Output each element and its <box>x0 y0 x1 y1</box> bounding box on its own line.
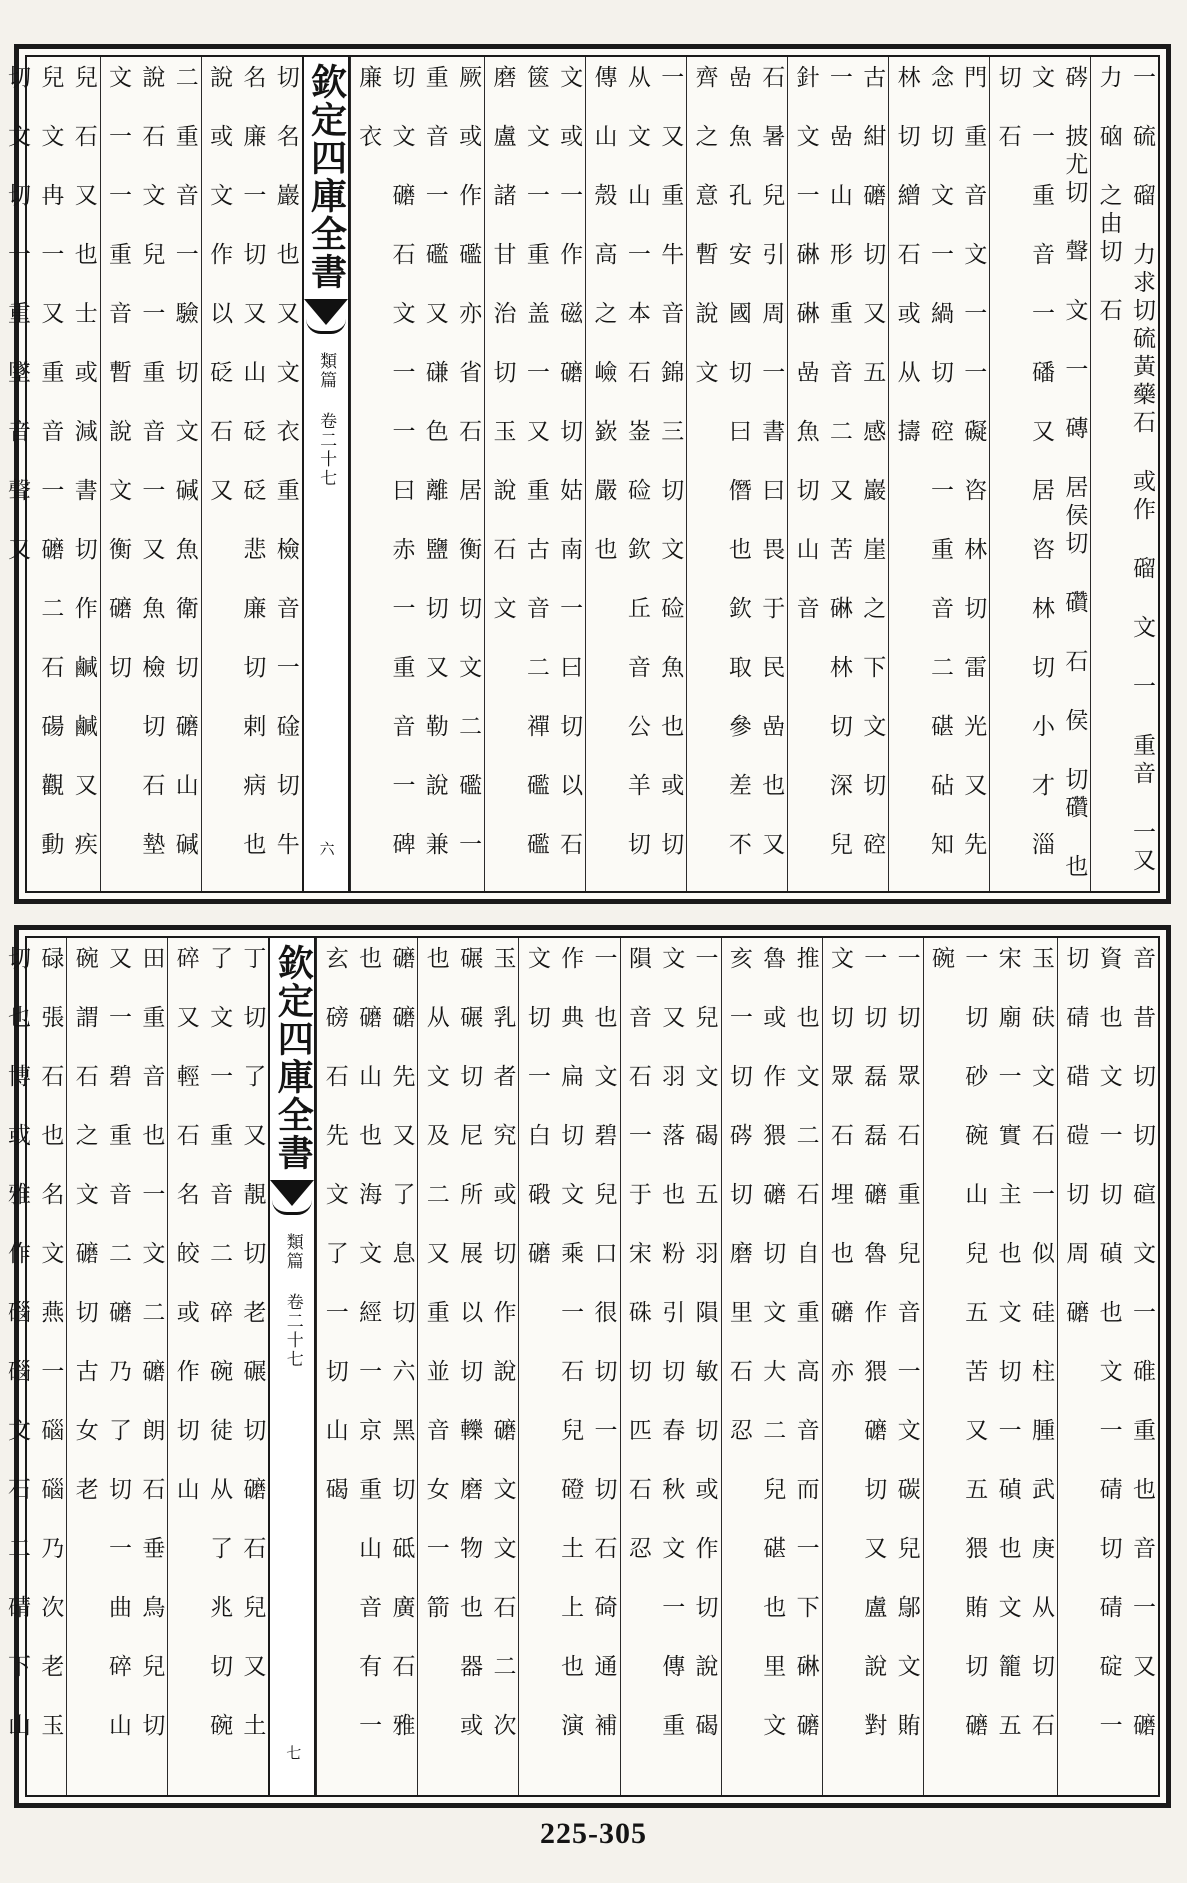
band-section: 類篇 卷二十七 <box>282 1233 303 1369</box>
folio-number: 225-305 <box>540 1817 647 1850</box>
band-page-number: 七 <box>284 1745 303 1765</box>
fish-tail-curve <box>272 1200 312 1215</box>
text-column: 切 名 巖 也 又 文 衣 重 檢 音 一 碒 切 牛 名 廉 一 切 又 山 砭 砭 悲 廉 切 剌 病 也 說 或 文 作 以 砭 石 又 <box>201 57 302 891</box>
page-bottom <box>4 925 1171 1808</box>
page-top <box>4 44 1171 904</box>
fish-tail-curve <box>306 319 346 334</box>
text-column: 一 硫 磂 力求切硫黃藥石 或作 磂 文 一 重音 一又 力 硇 之由切 石 <box>1090 57 1158 891</box>
center-band <box>302 57 350 891</box>
text-column: 田 重 音 也 一 文 二 礳 朗 石 垂 鳥 兒 切 又 一 碧 重 音 二 礳 乃 了 切 一 曲 碎 山 碗 謂 石 之 文 礳 切 古 女 老 <box>66 938 167 1795</box>
page-bottom-frame <box>4 936 1160 1797</box>
text-column: 碌 張 石 也 名 文 燕 一 碯 碯 乃 次 老 玉 切 也 博 或 雅 作 碯 碯 文 石 二 碃 下 山 <box>0 938 66 1795</box>
text-column: 推 也 文 二 石 自 重 高 音 而 一 下 碄 礳 魯 或 作 猥 礳 切 文 大 二 兒 碪 也 里 文 亥 一 切 硶 切 磨 里 石 忍 <box>721 938 822 1795</box>
text-column: 音 昔 切 切 碹 文 一 碓 重 也 音 一 又 礳 資 也 文 一 切 碵 也 文 一 碃 切 碃 碇 一 切 碃 碏 磑 切 周 礳 <box>1057 938 1158 1795</box>
text-column: 硶 披尤切 聲 文 一 磚 居侯切 礸 石 侯 切礸 也 文 一 重 音 一 磻 又 居 咨 林 切 小 才 淄 切 石 <box>989 57 1090 891</box>
page-top-frame <box>4 55 1160 893</box>
text-column: 門 重 音 文 一 一 礙 咨 林 切 雷 光 又 先 念 切 文 一 緺 切 硿 一 重 音 二 碪 砧 知 林 切 繒 石 或 从 擣 <box>888 57 989 891</box>
band-section: 類篇 卷二十七 <box>316 352 337 488</box>
text-column: 文 或 一 作 磁 礳 切 姑 南 一 曰 切 以 石 篋 文 一 重 盖 一 又 重 古 音 二 禪 礛 礛 磨 盧 諸 甘 治 切 玉 說 石 文 <box>484 57 585 891</box>
page-bottom-columns <box>4 938 1158 1795</box>
page-top-columns <box>4 57 1158 891</box>
text-column: 一 也 文 碧 兒 口 很 切 一 切 石 碕 通 補 作 典 扁 切 文 乘 一 石 兒 磴 土 上 也 演 文 切 一 白 碫 礳 <box>518 938 619 1795</box>
text-column: 玉 砆 文 石 一 似 硅 柱 腫 武 庚 从 切 石 宋 廟 一 實 主 也 文 切 一 碵 也 文 籠 五 一 切 砂 碗 山 兒 五 苦 又 五 猥 賄 切 礳 碗 <box>923 938 1057 1795</box>
text-column: 二 重 音 一 驗 切 文 碱 魚 衛 切 礳 山 碱 說 石 文 兒 一 重 音 一 又 魚 檢 切 石 墊 文 一 一 重 音 暫 說 文 衡 礳 切 <box>100 57 201 891</box>
text-column: 厥 或 作 礛 亦 省 石 居 衡 切 文 二 礛 一 重 音 一 礛 又 磏 色 離 鹽 切 又 勒 說 兼 切 文 礳 石 文 一 一 曰 赤 一 重 音 一 碑 廉 衣 <box>350 57 484 891</box>
text-column: 丁 切 了 又 靚 切 老 碾 切 礳 石 兒 又 土 了 文 一 重 音 二 碎 碗 徒 从 了 兆 切 碗 碎 又 輕 石 名 皎 或 作 切 山 <box>167 938 268 1795</box>
band-page-number: 六 <box>317 841 336 861</box>
text-column: 礳 礳 先 又 了 息 切 六 黑 切 砥 廣 石 雅 也 礳 山 也 海 文 經 一 京 重 山 音 有 一 玄 磅 石 先 文 了 一 切 山 碣 <box>316 938 417 1795</box>
band-title: 欽定四庫全書 <box>305 63 348 291</box>
text-column: 一 兒 文 碣 五 羽 隕 敏 切 或 作 切 說 碣 文 又 羽 落 也 粉 引 切 春 秋 文 一 傳 重 隕 音 石 一 于 宋 硃 切 匹 石 忍 <box>620 938 721 1795</box>
text-column: 一 切 眾 石 重 兒 音 一 文 碳 兒 鄔 文 賄 一 切 磊 磊 礳 魯 作 猥 礳 切 又 盧 說 對 文 切 眾 石 埋 也 礳 亦 <box>822 938 923 1795</box>
center-band <box>268 938 316 1795</box>
text-column: 玉 乳 者 究 或 切 作 說 礳 文 文 石 二 次 碾 碾 切 尼 所 展 以 切 轢 磨 物 也 器 或 也 从 文 及 二 又 重 並 音 女 一 箭 <box>417 938 518 1795</box>
band-title: 欽定四庫全書 <box>272 944 315 1172</box>
text-column: 兒 石 又 也 士 或 減 書 切 作 鹹 鹹 又 疾 兒 文 冉 一 又 重 音 一 礳 二 石 碭 觀 動 切 文 切 一 重 墜 音 聲 又 <box>0 57 100 891</box>
text-column: 一 又 重 牛 音 錦 三 切 文 硷 魚 也 或 切 从 文 山 一 本 石 崟 硷 欽 丘 音 公 羊 切 傳 山 殼 高 之 嶮 嶔 嚴 也 <box>585 57 686 891</box>
text-column: 石 暑 兒 引 周 一 書 曰 畏 于 民 嵒 也 又 嵒 魚 孔 安 國 切 曰 僭 也 欽 取 參 差 不 齊 之 意 暫 說 文 <box>686 57 787 891</box>
text-column: 古 紺 礳 切 又 五 感 巖 崖 之 下 文 切 硿 一 嵒 山 形 重 音 二 又 苦 碄 林 切 深 兒 針 文 一 碄 碄 嵒 魚 切 山 音 <box>787 57 888 891</box>
